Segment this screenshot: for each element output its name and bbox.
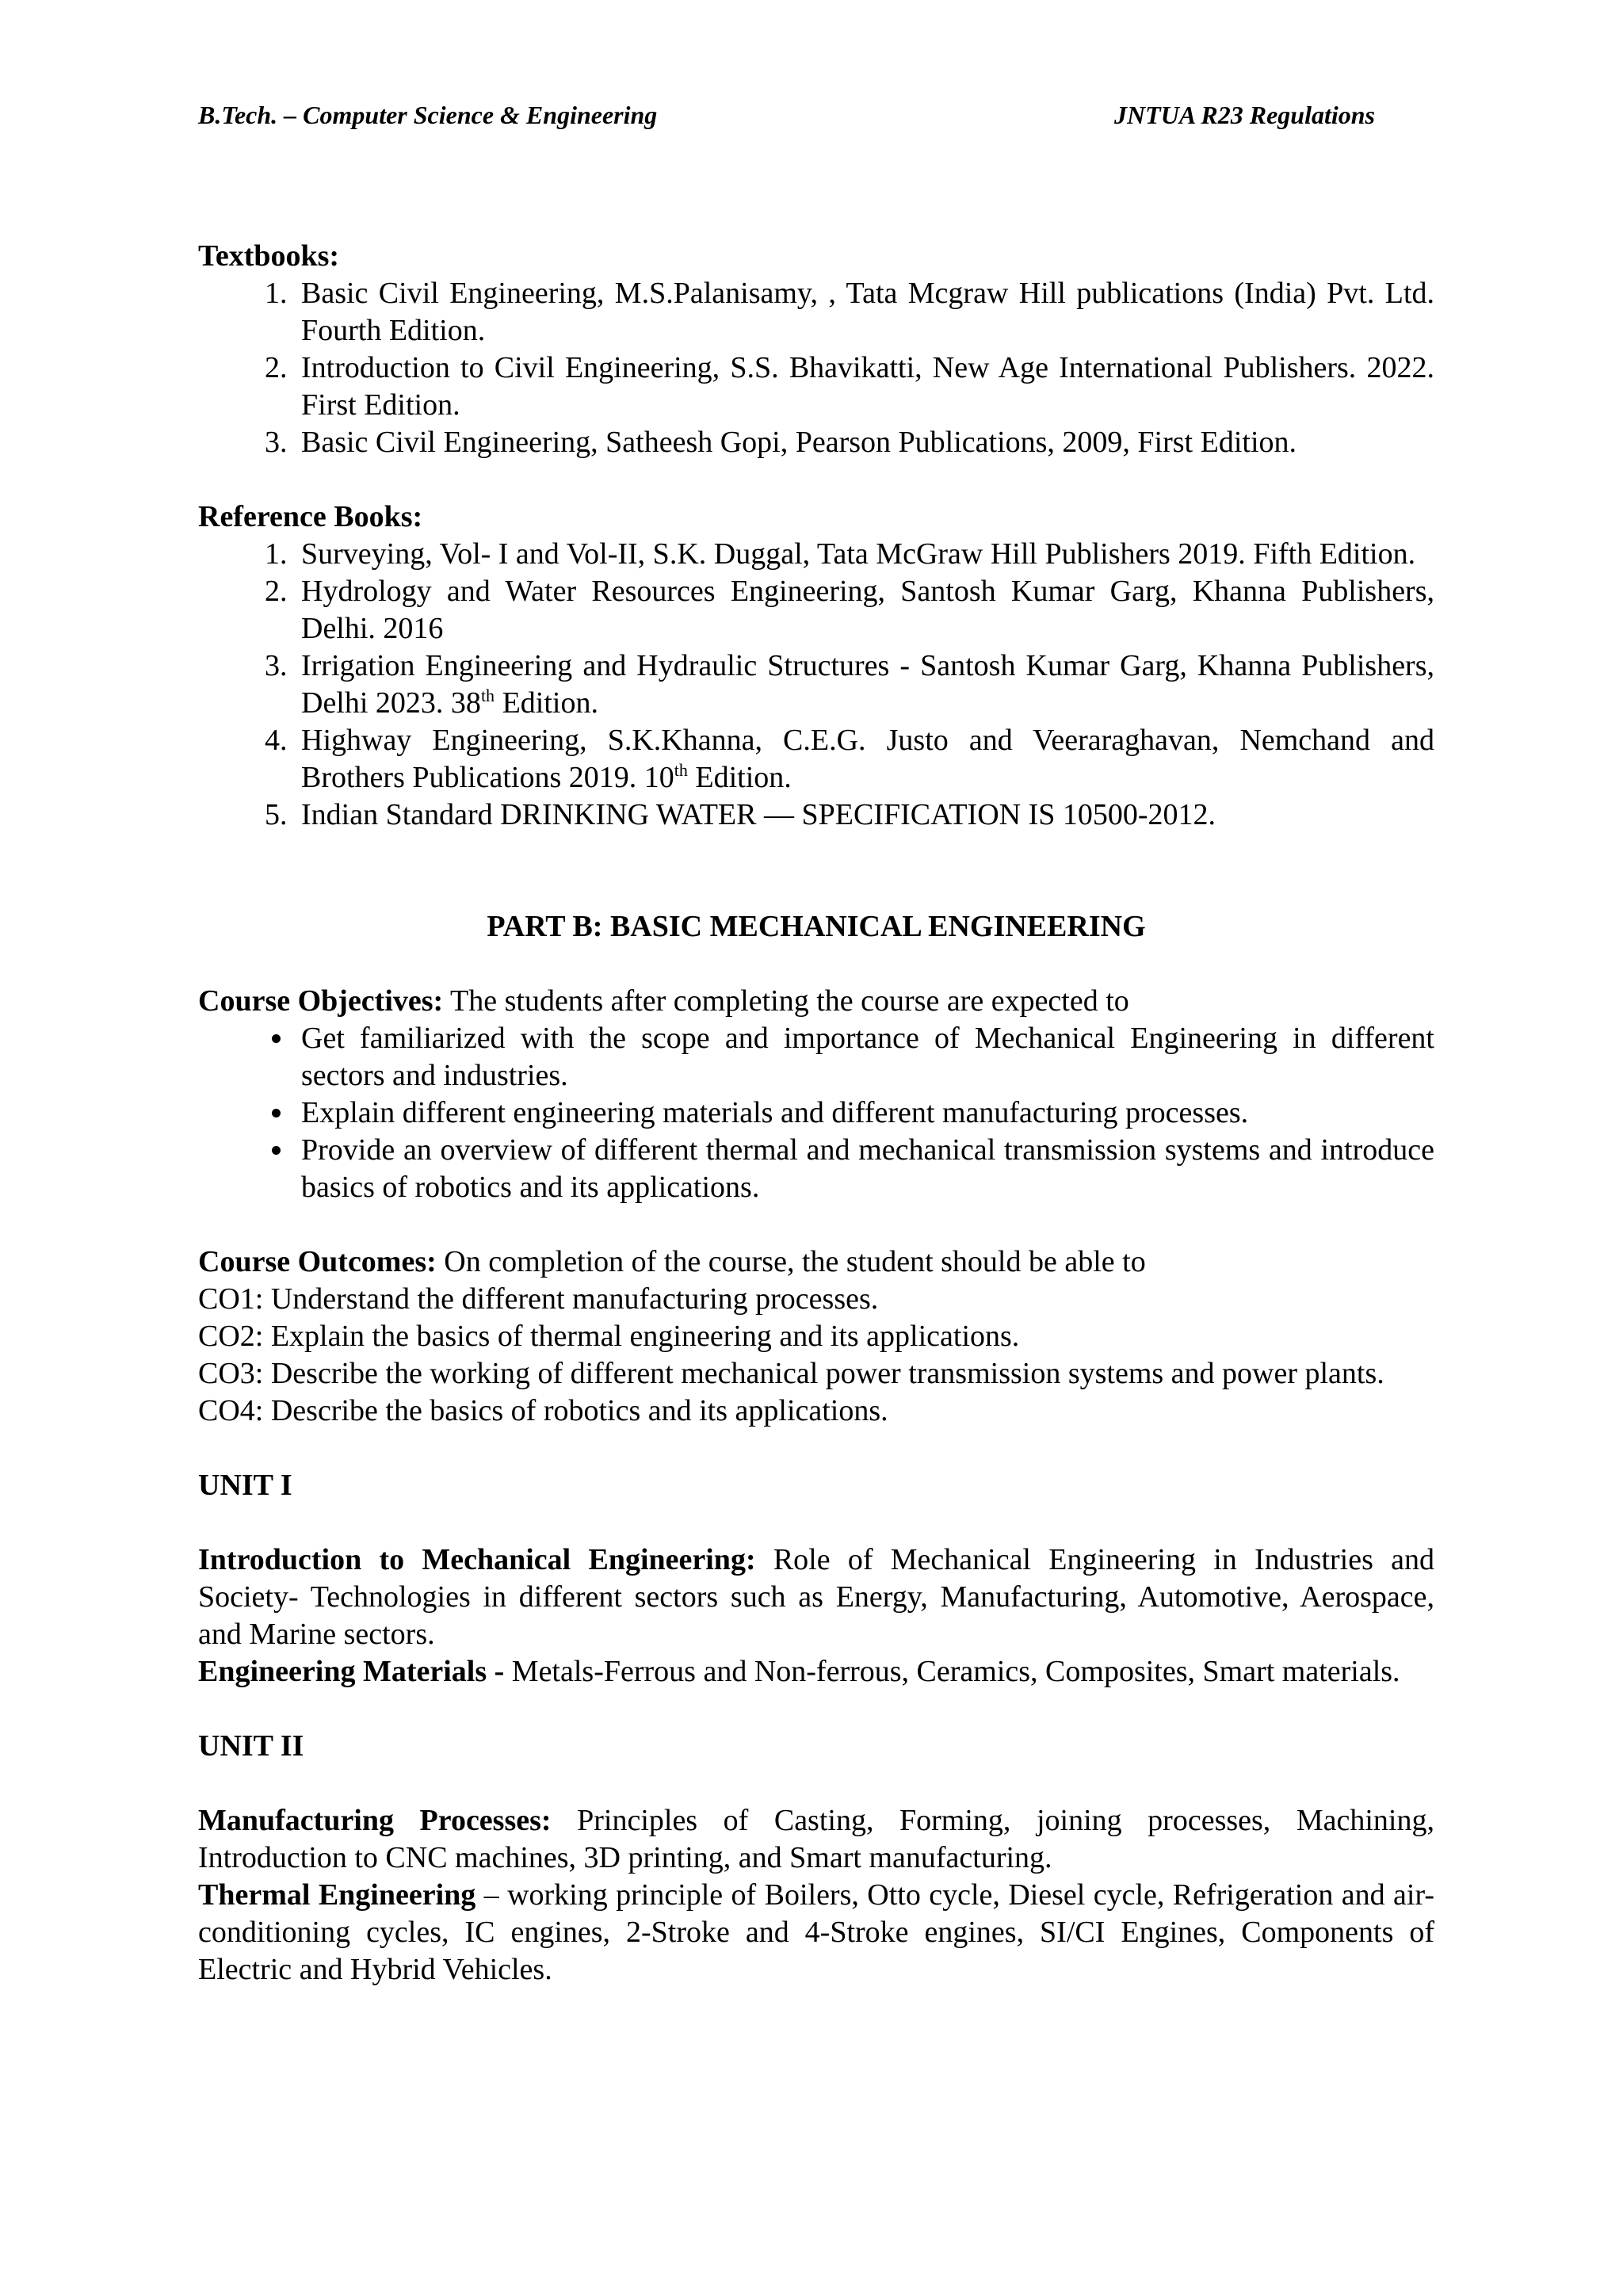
unit-2-manufacturing-text: Principles of Casting, Forming, joining processes, Machining, Introduction to CNC machines, 3D printing, and Smart manufacturing.: [198, 1804, 1434, 1874]
ref-superscript: th: [674, 760, 688, 780]
unit-2-thermal-paragraph: [198, 1877, 1434, 1988]
course-objectives-list: [198, 1020, 1434, 1206]
textbooks-list: [198, 275, 1434, 461]
unit-1-materials-label: Engineering Materials -: [198, 1655, 505, 1688]
document-page: [198, 0, 1434, 2296]
unit-1-heading: [198, 1467, 1434, 1504]
list-item: 2. Introduction to Civil Engineering, S.S. Bhavikatti, New Age International Publishers. 2022. First Edition.: [295, 350, 1434, 424]
textbooks-heading: Textbooks:: [198, 239, 340, 273]
outcome-co1: CO1: Understand the different manufacturing processes.: [198, 1282, 879, 1316]
ref-text: Irrigation Engineering and Hydraulic Structures - Santosh Kumar Garg, Khanna Publishers, Delhi 2023. 38: [301, 649, 1434, 720]
objectives-intro-text: The students after completing the course are expected to: [443, 984, 1129, 1018]
list-item: 3. Basic Civil Engineering, Satheesh Gopi, Pearson Publications, 2009, First Edition.: [295, 424, 1434, 461]
list-item: 1. Basic Civil Engineering, M.S.Palanisamy, , Tata Mcgraw Hill publications (India) Pvt. Ltd. Fourth Edition.: [295, 275, 1434, 350]
course-outcomes-intro: [198, 1244, 1434, 1281]
unit-2-manufacturing-label: Manufacturing Processes:: [198, 1804, 552, 1837]
unit-1-materials-text: Metals-Ferrous and Non-ferrous, Ceramics, Composites, Smart materials.: [504, 1655, 1400, 1688]
unit-2-heading-text: UNIT II: [198, 1729, 304, 1763]
unit-1-materials-paragraph: [198, 1653, 1434, 1690]
part-b-title: PART B: BASIC MECHANICAL ENGINEERING: [487, 910, 1146, 943]
page-header: [198, 97, 1434, 136]
ref-text: Edition.: [495, 686, 598, 720]
unit-2-manufacturing-paragraph: [198, 1802, 1434, 1877]
outcome-co4: CO4: Describe the basics of robotics and its applications.: [198, 1394, 888, 1427]
course-objectives-intro: [198, 983, 1434, 1020]
list-item: 1. Surveying, Vol- I and Vol-II, S.K. Duggal, Tata McGraw Hill Publishers 2019. Fifth Edition.: [295, 536, 1434, 573]
reference-books-list: [198, 536, 1434, 834]
header-program: B.Tech. – Computer Science & Engineering: [198, 101, 658, 129]
list-item: • Provide an overview of different thermal and mechanical transmission systems and introduce basics of robotics and its applications.: [295, 1132, 1434, 1206]
ref-superscript: th: [480, 686, 495, 705]
reference-books-heading: Reference Books:: [198, 500, 423, 533]
unit-2-thermal-label: Thermal Engineering: [198, 1878, 476, 1912]
unit-1-intro-text: Role of Mechanical Engineering in Industries and Society- Technologies in different sectors such as Energy, Manufacturing, Automotive, Aerospace, and Marine sectors.: [198, 1543, 1434, 1651]
course-outcomes-label: Course Outcomes:: [198, 1245, 437, 1278]
unit-1-intro-paragraph: [198, 1541, 1434, 1653]
ref-text: Edition.: [687, 761, 792, 794]
list-item: • Get familiarized with the scope and importance of Mechanical Engineering in different sectors and industries.: [295, 1020, 1434, 1095]
unit-1-heading-text: UNIT I: [198, 1469, 292, 1502]
list-item: 5. Indian Standard DRINKING WATER — SPECIFICATION IS 10500-2012.: [295, 797, 1434, 834]
unit-1-intro-label: Introduction to Mechanical Engineering:: [198, 1543, 756, 1576]
outcome-co3: CO3: Describe the working of different mechanical power transmission systems and power plants.: [198, 1357, 1384, 1390]
unit-2-heading: [198, 1728, 1434, 1765]
list-item: • Explain different engineering materials and different manufacturing processes.: [295, 1095, 1434, 1132]
outcomes-intro-text: On completion of the course, the student should be able to: [436, 1245, 1146, 1278]
header-regulations: JNTUA R23 Regulations: [1114, 101, 1375, 129]
outcome-co2: CO2: Explain the basics of thermal engineering and its applications.: [198, 1320, 1020, 1353]
list-item: [295, 648, 1434, 722]
list-item: 2. Hydrology and Water Resources Engineering, Santosh Kumar Garg, Khanna Publishers, Delhi. 2016: [295, 573, 1434, 648]
course-objectives-label: Course Objectives:: [198, 984, 444, 1018]
list-item: [295, 722, 1434, 797]
unit-2-thermal-text: – working principle of Boilers, Otto cycle, Diesel cycle, Refrigeration and air-conditioning cycles, IC engines, 2-Stroke and 4-Stroke engines, SI/CI Engines, Components of Electric and Hybrid Vehicles.: [198, 1878, 1434, 1986]
page-content: [198, 238, 1434, 1988]
ref-text: Highway Engineering, S.K.Khanna, C.E.G. Justo and Veeraraghavan, Nemchand and Brothers Publications 2019. 10: [301, 724, 1434, 794]
